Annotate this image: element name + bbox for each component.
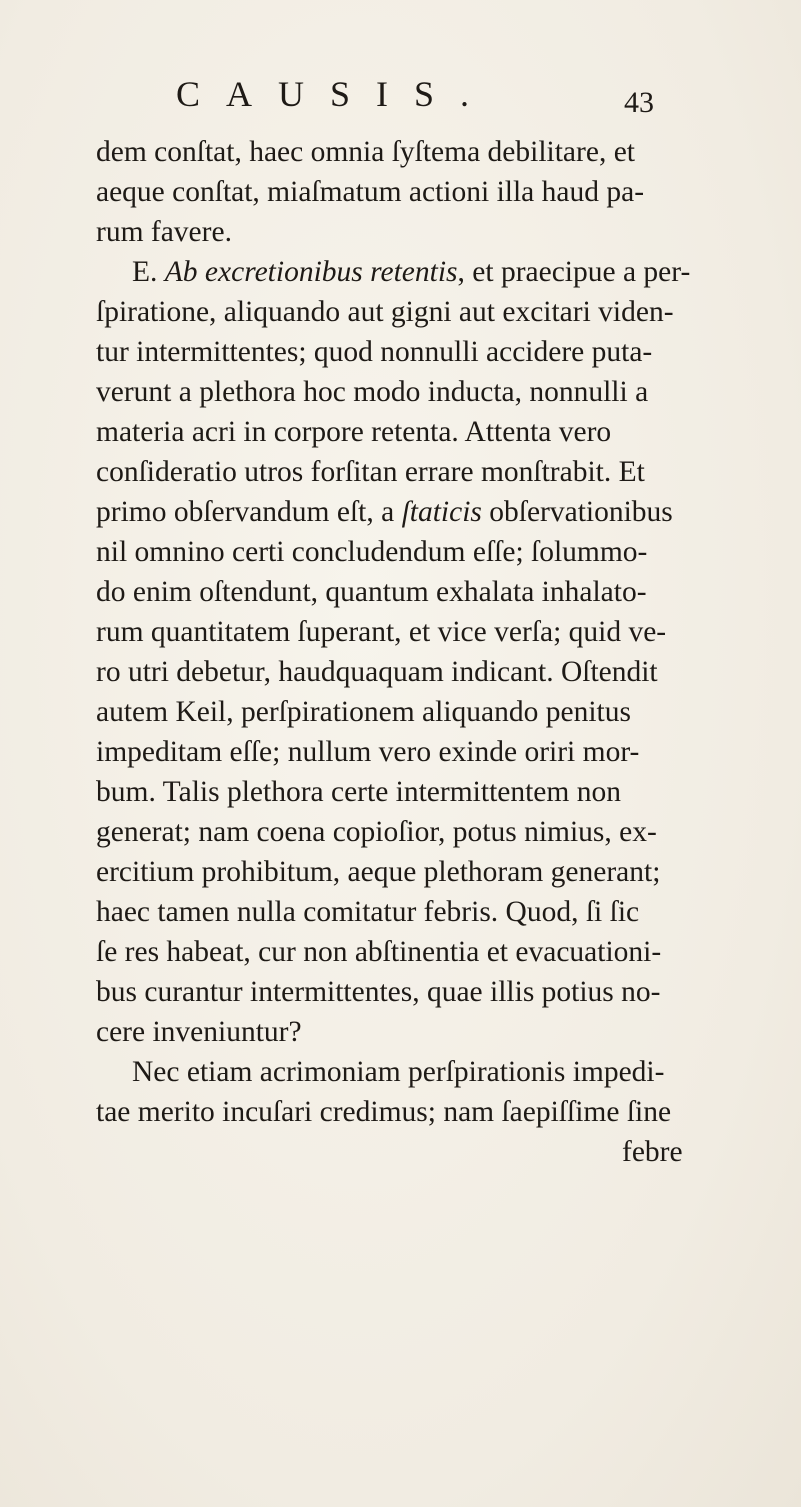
text-line-25: tae merito incuſari credimus; nam ſaepiſſime ſine bbox=[96, 1096, 672, 1128]
text-line-9: conſideratio utros forſitan errare monſtrabit. Et bbox=[96, 456, 645, 488]
text-line-2: aeque conſtat, miaſmatum actioni illa haud pa- bbox=[96, 176, 645, 208]
catchword: febre bbox=[622, 1136, 683, 1168]
text-line-21: ſe res habeat, cur non abſtinentia et evacuationi- bbox=[96, 936, 662, 968]
running-title: CAUSIS. bbox=[176, 74, 496, 114]
text-line-4-rest: , et praecipue a per- bbox=[457, 256, 691, 288]
text-line-17: bum. Talis plethora certe intermittentem non bbox=[96, 776, 621, 808]
text-line-18: generat; nam coena copioſior, potus nimius, ex- bbox=[96, 816, 657, 848]
section-marker: E. bbox=[132, 256, 165, 288]
text-line-12: do enim oſtendunt, quantum exhalata inhalato- bbox=[96, 576, 647, 608]
text-line-6: tur intermittentes; quod nonnulli accidere puta- bbox=[96, 336, 653, 368]
text-line-11: nil omnino certi concludendum eſſe; ſolummo- bbox=[96, 536, 648, 568]
running-head bbox=[0, 74, 801, 124]
text-line-3: rum favere. bbox=[96, 216, 232, 248]
text-line-10-end: obſervationibus bbox=[481, 496, 673, 528]
text-line-10 bbox=[96, 492, 673, 532]
text-line-24: Nec etiam acrimoniam perſpirationis impedi- bbox=[132, 1056, 665, 1088]
italic-heading: Ab excretionibus retentis bbox=[164, 256, 458, 288]
text-line-19: ercitium prohibitum, aeque plethoram generant; bbox=[96, 856, 661, 888]
text-line-8: materia acri in corpore retenta. Attenta vero bbox=[96, 416, 612, 448]
text-line-13: rum quantitatem ſuperant, et vice verſa; quid ve- bbox=[96, 616, 667, 648]
text-line-5: ſpiratione, aliquando aut gigni aut excitari viden- bbox=[96, 296, 674, 328]
page-number: 43 bbox=[624, 86, 654, 119]
text-line-7: verunt a plethora hoc modo inducta, nonnulli a bbox=[96, 376, 649, 408]
text-line-10-start: primo obſervandum eſt, a bbox=[96, 496, 402, 528]
text-line-14: ro utri debetur, haudquaquam indicant. Oſtendit bbox=[96, 656, 658, 688]
text-line-16: impeditam eſſe; nullum vero exinde oriri mor- bbox=[96, 736, 640, 768]
text-line-1: dem conſtat, haec omnia ſyſtema debilitare, et bbox=[96, 136, 635, 168]
text-line-4 bbox=[132, 252, 690, 292]
italic-term: ſtaticis bbox=[401, 496, 482, 528]
text-line-23: cere inveniuntur? bbox=[96, 1016, 302, 1048]
text-line-22: bus curantur intermittentes, quae illis potius no- bbox=[96, 976, 661, 1008]
text-line-15: autem Keil, perſpirationem aliquando penitus bbox=[96, 696, 631, 728]
text-line-20: haec tamen nulla comitatur febris. Quod, ſi ſic bbox=[96, 896, 640, 928]
